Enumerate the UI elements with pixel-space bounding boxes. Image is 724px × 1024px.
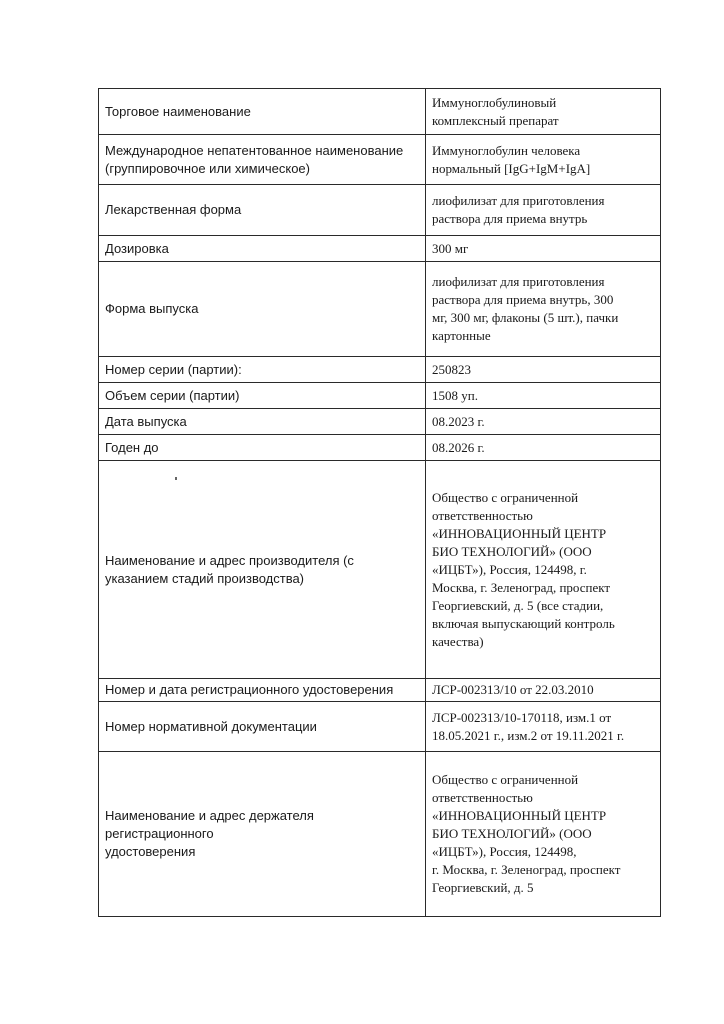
row-expiry	[99, 435, 661, 461]
row-inn	[99, 135, 661, 185]
row-dosage-form	[99, 185, 661, 236]
trade-name-label: Торговое наименование	[99, 89, 426, 135]
dosage-form-label: Лекарственная форма	[99, 185, 426, 236]
normative-docs-value: ЛСР-002313/10-170118, изм.1 от 18.05.2021 г., изм.2 от 19.11.2021 г.	[426, 702, 661, 752]
inn-label: Международное непатентованное наименование (группировочное или химическое)	[99, 135, 426, 185]
drug-info-table	[98, 88, 661, 917]
manufacturer-value: Общество с ограниченной ответственностью «ИННОВАЦИОННЫЙ ЦЕНТР БИО ТЕХНОЛОГИЙ» (ООО «ИЦБТ»), Россия, 124498, г. Москва, г. Зеленоград, проспект Георгиевский, д. 5 (все стадии, включая выпускающий контроль качества)	[426, 461, 661, 679]
batch-volume-value: 1508 уп.	[426, 383, 661, 409]
row-batch-volume	[99, 383, 661, 409]
release-date-label: Дата выпуска	[99, 409, 426, 435]
inn-value: Иммуноглобулин человека нормальный [IgG+IgM+IgA]	[426, 135, 661, 185]
dosage-value: 300 мг	[426, 236, 661, 262]
batch-number-value: 250823	[426, 357, 661, 383]
row-release-form	[99, 262, 661, 357]
expiry-value: 08.2026 г.	[426, 435, 661, 461]
row-normative-docs	[99, 702, 661, 752]
registration-label: Номер и дата регистрационного удостоверения	[99, 679, 426, 702]
release-form-value: лиофилизат для приготовления раствора для приема внутрь, 300 мг, 300 мг, флаконы (5 шт.), пачки картонные	[426, 262, 661, 357]
batch-number-label: Номер серии (партии):	[99, 357, 426, 383]
release-form-label: Форма выпуска	[99, 262, 426, 357]
holder-label: Наименование и адрес держателя регистрационного удостоверения	[99, 752, 426, 917]
row-holder	[99, 752, 661, 917]
expiry-label: Годен до	[99, 435, 426, 461]
trade-name-value: Иммуноглобулиновый комплексный препарат	[426, 89, 661, 135]
dosage-form-value: лиофилизат для приготовления раствора для приема внутрь	[426, 185, 661, 236]
dosage-label: Дозировка	[99, 236, 426, 262]
manufacturer-label: Наименование и адрес производителя (с указанием стадий производства)	[99, 461, 426, 679]
batch-volume-label: Объем серии (партии)	[99, 383, 426, 409]
row-batch-number	[99, 357, 661, 383]
row-registration	[99, 679, 661, 702]
row-manufacturer	[99, 461, 661, 679]
normative-docs-label: Номер нормативной документации	[99, 702, 426, 752]
registration-value: ЛСР-002313/10 от 22.03.2010	[426, 679, 661, 702]
holder-value: Общество с ограниченной ответственностью «ИННОВАЦИОННЫЙ ЦЕНТР БИО ТЕХНОЛОГИЙ» (ООО «ИЦБТ»), Россия, 124498, г. Москва, г. Зеленоград, проспект Георгиевский, д. 5	[426, 752, 661, 917]
row-dosage	[99, 236, 661, 262]
row-release-date	[99, 409, 661, 435]
release-date-value: 08.2023 г.	[426, 409, 661, 435]
row-trade-name	[99, 89, 661, 135]
